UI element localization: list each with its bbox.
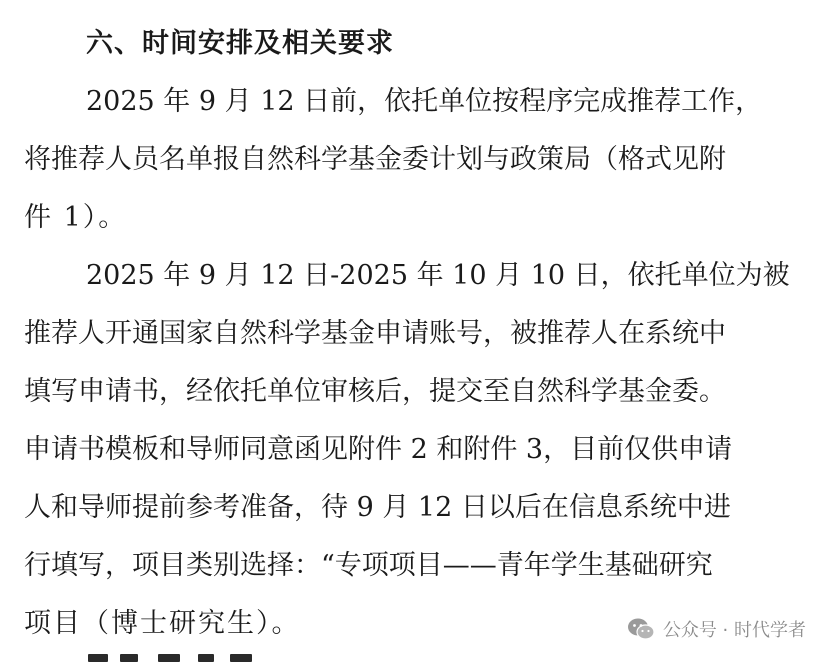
cropped-next-line (80, 650, 270, 665)
paragraph-line: 将推荐人员名单报自然科学基金委计划与政策局（格式见附 (24, 144, 726, 175)
paragraph-line: 件 1）。 (24, 202, 128, 233)
watermark (627, 616, 806, 642)
paragraph-line: 项目（博士研究生）。 (24, 608, 301, 639)
paragraph-line: 填写申请书，经依托单位审核后，提交至自然科学基金委。 (24, 376, 726, 407)
watermark-text: 公众号 · 时代学者 (662, 620, 806, 641)
paragraph-line: 2025 年 9 月 12 日前，依托单位按程序完成推荐工作， (86, 86, 763, 117)
paragraph-line: 推荐人开通国家自然科学基金申请账号，被推荐人在系统中 (24, 318, 726, 349)
paragraph-line: 人和导师提前参考准备，待 9 月 12 日以后在信息系统中进 (24, 492, 731, 523)
wechat-icon (627, 617, 655, 641)
paragraph-line: 行填写，项目类别选择：“专项项目——青年学生基础研究 (24, 550, 713, 581)
paragraph-line: 2025 年 9 月 12 日-2025 年 10 月 10 日，依托单位为被 (86, 260, 790, 291)
paragraph-line: 申请书模板和导师同意函见附件 2 和附件 3，目前仅供申请 (24, 434, 733, 465)
section-heading: 六、时间安排及相关要求 (86, 28, 394, 59)
